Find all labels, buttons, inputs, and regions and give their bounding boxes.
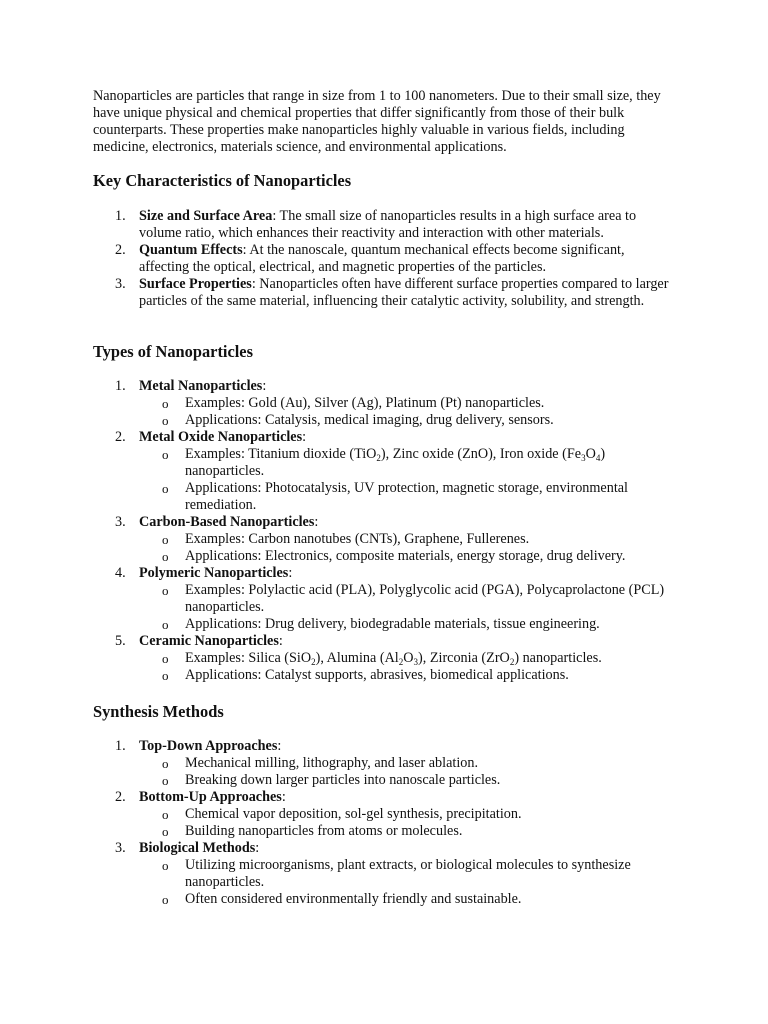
list-item: 4. Polymeric Nanoparticles: o Examples: Polylactic acid (PLA), Polyglycolic acid (PGA), Polycaprolactone (PCL) nanoparticles. o Applications: Drug delivery, biodegradable materials, tissue engineering. [93,565,678,633]
list-item: o Often considered environmentally friendly and sustainable. [162,891,522,907]
list-item: o Applications: Electronics, composite materials, energy storage, drug delivery. [162,548,626,564]
list-item: 1. Metal Nanoparticles: o Examples: Gold (Au), Silver (Ag), Platinum (Pt) nanoparticles. o Applications: Catalysis, medical imaging, drug delivery, sensors. [93,378,678,429]
list-item: 2. Bottom-Up Approaches: o Chemical vapor deposition, sol-gel synthesis, precipitation. o Building nanoparticles from atoms or molecules. [93,789,678,840]
list-item: 1. Size and Surface Area: The small size of nanoparticles results in a high surface area to volume ratio, which enhances their reactivity and interaction with other materials. [115,208,637,241]
list-item: o Examples: Silica (SiO$_2$), Alumina $(Al_2O_3)$, Zirconia (ZrO$_2$) nanoparticles. [162,650,602,667]
bullet-icon: o [162,892,169,907]
sub-list [139,531,678,565]
list-item: o Examples: Gold (Au), Silver (Ag), Platinum (Pt) nanoparticles. [162,395,545,411]
list-item: 3. Surface Properties: Nanoparticles often have different surface properties compared to larger particles of the same material, influencing their catalytic activity, solubility, and strength. [115,276,669,309]
sub-list [139,650,678,684]
list-item: o Utilizing microorganisms, plant extracts, or biological molecules to synthesize nanoparticles. [162,857,631,890]
list-item: 2. Quantum Effects: At the nanoscale, quantum mechanical effects become significant, affecting the optical, electrical, and magnetic properties of the particles. [115,242,625,275]
list-item: 3. Carbon-Based Nanoparticles: o Examples: Carbon nanotubes (CNTs), Graphene, Fullerenes. o Applications: Electronics, composite materials, energy storage, drug delivery. [93,514,678,565]
bullet-icon: o [162,756,169,771]
bullet-icon: o [162,583,169,598]
heading-types-of-nanoparticles: Types of Nanoparticles [93,342,253,361]
intro-paragraph: Nanoparticles are particles that range in size from 1 to 100 nanometers. Due to their small size, they have unique physical and chemical properties that differ significantly from those of their bulk counterparts. These properties make nanoparticles highly valuable in various fields, including medicine, electronics, materials science, and environmental applications. [93,88,661,155]
document-body [93,88,678,907]
sub-list [139,395,678,429]
list-item: o Examples: Carbon nanotubes (CNTs), Graphene, Fullerenes. [162,531,530,547]
sub-list [139,857,678,908]
list-item: o Mechanical milling, lithography, and laser ablation. [162,755,478,771]
sub-list [139,755,678,789]
sub-list [139,446,678,514]
sub-list [139,806,678,840]
bullet-icon: o [162,413,169,428]
list-item: 1. Top-Down Approaches: o Mechanical milling, lithography, and laser ablation. o Breaking down larger particles into nanoscale particles. [93,738,678,789]
bullet-icon: o [162,807,169,822]
list-item: 3. Biological Methods: o Utilizing microorganisms, plant extracts, or biological molecules to synthesize nanoparticles. o Often considered environmentally friendly and sustainable. [93,840,678,908]
list-item: 5. Ceramic Nanoparticles: o Examples: Silica (SiO$_2$), Alumina $(Al_2O_3)$, Zirconia (ZrO$_2$) nanoparticles. o Applications: Catalyst supports, abrasives, biomedical applications. [93,633,678,684]
list-item: o Applications: Catalyst supports, abrasives, biomedical applications. [162,667,569,683]
list-item: o Examples: Titanium dioxide (TiO$_2$), Zinc oxide (ZnO), Iron oxide $(Fe_3O_4)$ nanoparticles. [162,446,606,479]
heading-key-characteristics: Key Characteristics of Nanoparticles [93,171,352,190]
bullet-icon: o [162,617,169,632]
bullet-icon: o [162,858,169,873]
bullet-icon: o [162,773,169,788]
bullet-icon: o [162,532,169,547]
list-item: o Chemical vapor deposition, sol-gel synthesis, precipitation. [162,806,522,822]
list-item: o Applications: Catalysis, medical imaging, drug delivery, sensors. [162,412,554,428]
bullet-icon: o [162,824,169,839]
characteristics-list [93,208,678,310]
list-item: o Applications: Drug delivery, biodegradable materials, tissue engineering. [162,616,600,632]
list-item: o Building nanoparticles from atoms or molecules. [162,823,463,839]
list-item: 2. Metal Oxide Nanoparticles: o Examples: Titanium dioxide (TiO$_2$), Zinc oxide (ZnO), Iron oxide $(Fe_3O_4)$ nanoparticles. o Applications: Photocatalysis, UV protection, magnetic storage, environmental remediation. [93,429,678,514]
heading-synthesis-methods: Synthesis Methods [93,702,224,721]
bullet-icon: o [162,447,169,462]
bullet-icon: o [162,481,169,496]
sub-list [139,582,678,633]
bullet-icon: o [162,651,169,666]
bullet-icon: o [162,668,169,683]
types-list [93,378,678,684]
list-item: o Breaking down larger particles into nanoscale particles. [162,772,501,788]
list-item: o Applications: Photocatalysis, UV protection, magnetic storage, environmental remediation. [162,480,628,513]
bullet-icon: o [162,396,169,411]
synthesis-list [93,738,678,908]
bullet-icon: o [162,549,169,564]
list-item: o Examples: Polylactic acid (PLA), Polyglycolic acid (PGA), Polycaprolactone (PCL) nanoparticles. [162,582,665,615]
